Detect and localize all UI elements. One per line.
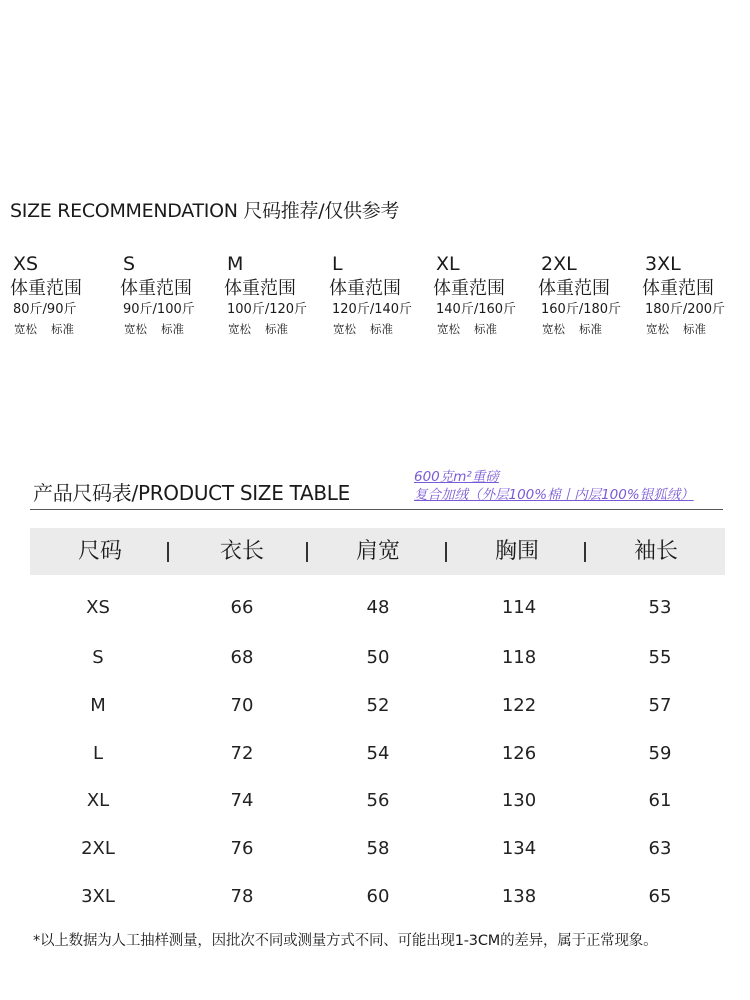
rec-size: XL	[436, 253, 460, 275]
cell-chest: 134	[501, 838, 537, 859]
rec-weight-range: 180斤/200斤	[645, 302, 726, 317]
table-row	[0, 882, 750, 912]
cell-chest: 122	[501, 695, 537, 716]
cell-shoulder: 60	[366, 886, 390, 907]
rec-size: 3XL	[645, 253, 681, 275]
rec-size: M	[227, 253, 244, 275]
cell-sleeve: 63	[648, 838, 672, 859]
cell-shoulder: 56	[366, 790, 390, 811]
cell-chest: 138	[501, 886, 537, 907]
rec-col-3xl	[642, 252, 746, 340]
rec-fit	[538, 318, 642, 340]
rec-col-2xl	[538, 252, 642, 340]
cell-length: 70	[230, 695, 254, 716]
rec-col-m	[224, 252, 328, 340]
header-sleeve: 袖长	[633, 539, 678, 564]
cell-shoulder: 48	[366, 597, 390, 618]
cell-length: 76	[230, 838, 254, 859]
rec-fit-loose: 宽松	[437, 322, 460, 336]
rec-fit-loose: 宽松	[646, 322, 669, 336]
rec-fit	[329, 318, 433, 340]
rec-fit-standard: 标准	[474, 322, 497, 336]
cell-sleeve: 61	[648, 790, 672, 811]
rec-fit	[433, 318, 537, 340]
fabric-note	[414, 468, 694, 504]
cell-size: S	[92, 647, 104, 668]
rec-weight-label: 体重范围	[120, 278, 192, 299]
rec-col-l	[329, 252, 433, 340]
recommendation-grid	[0, 252, 750, 352]
rec-fit-standard: 标准	[51, 322, 74, 336]
rec-size: S	[123, 253, 136, 275]
header-shoulder: 肩宽	[355, 539, 400, 564]
cell-length: 72	[230, 743, 254, 764]
rec-size: 2XL	[541, 253, 577, 275]
cell-sleeve: 65	[648, 886, 672, 907]
header-divider	[306, 542, 308, 562]
fabric-weight-note: 600克m²重磅	[414, 469, 499, 485]
header-size: 尺码	[77, 539, 122, 564]
rec-fit-loose: 宽松	[124, 322, 147, 336]
cell-sleeve: 57	[648, 695, 672, 716]
rec-size: L	[332, 253, 343, 275]
cell-length: 74	[230, 790, 254, 811]
header-length: 衣长	[219, 539, 264, 564]
rec-weight-label: 体重范围	[329, 278, 401, 299]
rec-fit	[120, 318, 224, 340]
rec-fit	[224, 318, 328, 340]
recommendation-title: SIZE RECOMMENDATION 尺码推荐/仅供参考	[10, 200, 400, 222]
rec-col-xs	[10, 252, 114, 340]
title-divider	[30, 509, 723, 510]
cell-size: 2XL	[81, 838, 115, 859]
rec-fit-standard: 标准	[683, 322, 706, 336]
table-row	[0, 691, 750, 721]
cell-length: 78	[230, 886, 254, 907]
table-row	[0, 643, 750, 673]
header-chest: 胸围	[494, 539, 539, 564]
table-row	[0, 834, 750, 864]
header-divider	[445, 542, 447, 562]
cell-size: L	[92, 743, 104, 764]
rec-size: XS	[13, 253, 39, 275]
table-header	[30, 528, 725, 575]
rec-weight-range: 140斤/160斤	[436, 302, 517, 317]
cell-size: M	[90, 695, 106, 716]
cell-chest: 126	[501, 743, 537, 764]
rec-fit	[642, 318, 746, 340]
cell-length: 68	[230, 647, 254, 668]
rec-fit-loose: 宽松	[542, 322, 565, 336]
cell-shoulder: 52	[366, 695, 390, 716]
header-divider	[167, 542, 169, 562]
rec-weight-range: 120斤/140斤	[332, 302, 413, 317]
fabric-composition-note: 复合加绒（外层100%棉丨内层100%银狐绒）	[414, 487, 694, 503]
cell-length: 66	[230, 597, 254, 618]
table-row	[0, 786, 750, 816]
rec-weight-range: 90斤/100斤	[123, 302, 195, 317]
rec-fit	[10, 318, 114, 340]
rec-fit-standard: 标准	[265, 322, 288, 336]
rec-fit-standard: 标准	[161, 322, 184, 336]
table-row	[0, 739, 750, 769]
cell-chest: 130	[501, 790, 537, 811]
cell-shoulder: 54	[366, 743, 390, 764]
size-table-title: 产品尺码表/PRODUCT SIZE TABLE	[33, 481, 350, 505]
rec-fit-loose: 宽松	[14, 322, 37, 336]
rec-col-xl	[433, 252, 537, 340]
cell-sleeve: 59	[648, 743, 672, 764]
rec-fit-loose: 宽松	[228, 322, 251, 336]
cell-shoulder: 50	[366, 647, 390, 668]
cell-size: XS	[86, 597, 110, 618]
header-divider	[584, 542, 586, 562]
rec-weight-label: 体重范围	[10, 278, 82, 299]
cell-sleeve: 53	[648, 597, 672, 618]
rec-fit-loose: 宽松	[333, 322, 356, 336]
cell-sleeve: 55	[648, 647, 672, 668]
rec-fit-standard: 标准	[370, 322, 393, 336]
rec-weight-range: 80斤/90斤	[13, 302, 77, 317]
table-row	[0, 593, 750, 623]
rec-weight-label: 体重范围	[224, 278, 296, 299]
cell-shoulder: 58	[366, 838, 390, 859]
cell-chest: 118	[501, 647, 537, 668]
cell-chest: 114	[501, 597, 537, 618]
cell-size: XL	[86, 790, 110, 811]
rec-weight-range: 160斤/180斤	[541, 302, 622, 317]
measurement-footnote: *以上数据为人工抽样测量，因批次不同或测量方式不同、可能出现1-3CM的差异，属于正常现象。	[33, 933, 658, 949]
cell-size: 3XL	[81, 886, 115, 907]
rec-weight-label: 体重范围	[642, 278, 714, 299]
rec-fit-standard: 标准	[579, 322, 602, 336]
rec-weight-label: 体重范围	[433, 278, 505, 299]
rec-weight-label: 体重范围	[538, 278, 610, 299]
rec-col-s	[120, 252, 224, 340]
rec-weight-range: 100斤/120斤	[227, 302, 308, 317]
